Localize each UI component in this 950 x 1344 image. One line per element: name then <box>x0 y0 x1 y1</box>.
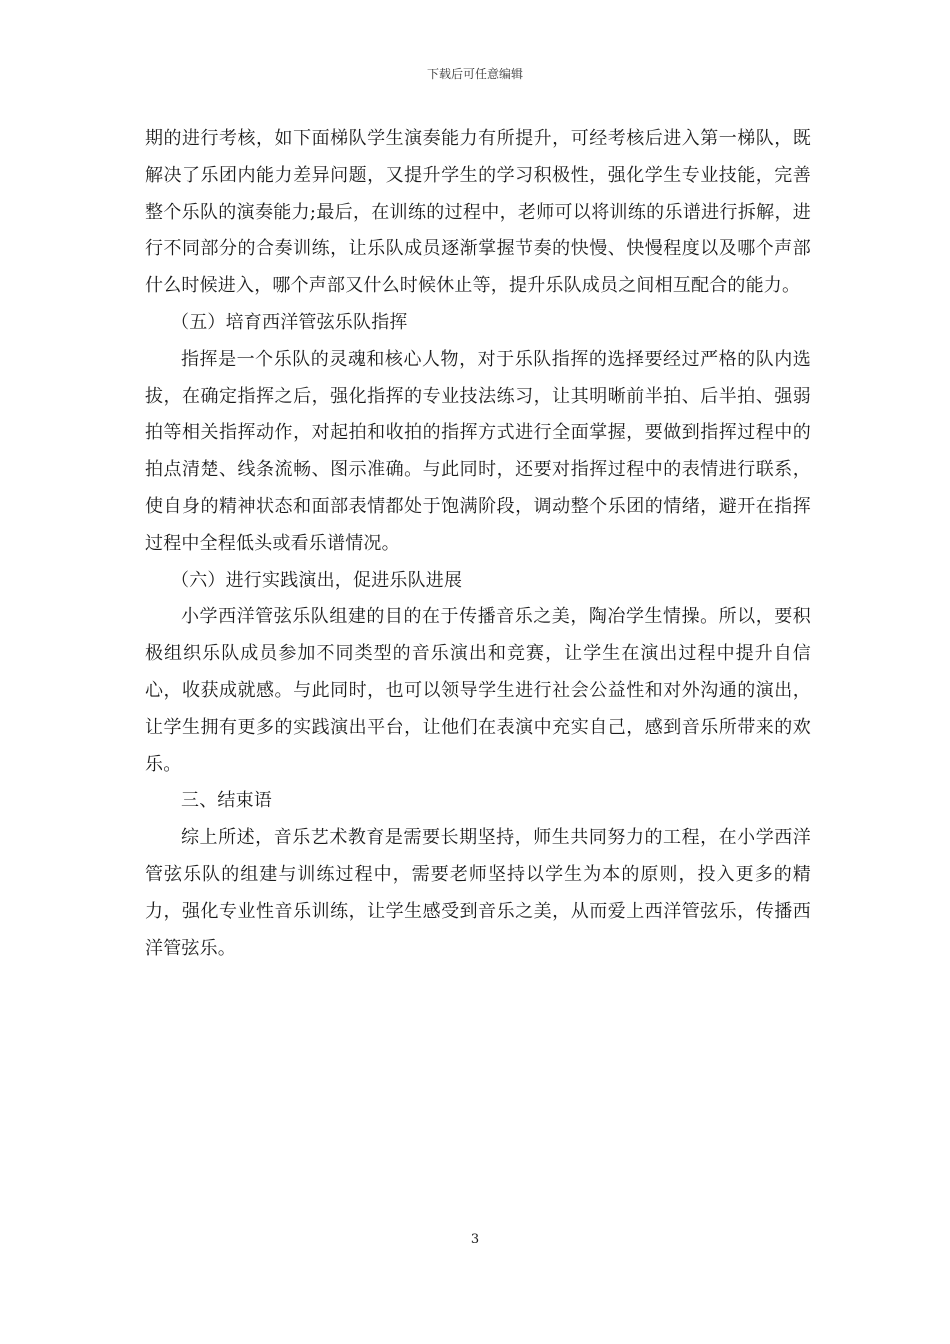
document-body <box>145 121 811 967</box>
section-heading-6: （六）进行实践演出，促进乐队进展 <box>171 569 463 591</box>
section-heading-conclusion: 三、结束语 <box>181 790 272 812</box>
page-header: 下载后可任意编辑 <box>426 67 523 81</box>
paragraph-continuation: 期的进行考核，如下面梯队学生演奏能力有所提升，可经考核后进入第一梯队，既解决了乐团内能力差异问题，又提升学生的学习积极性，强化学生专业技能，完善整个乐队的演奏能力;最后，在训练的过程中，老师可以将训练的乐谱进行拆解，进行不同部分的合奏训练，让乐队成员逐渐掌握节奏的快慢、快慢程度以及哪个声部什么时候进入，哪个声部又什么时候休止等，提升乐队成员之间相互配合的能力。 <box>145 128 811 297</box>
paragraph-conclusion: 综上所述，音乐艺术教育是需要长期坚持，师生共同努力的工程，在小学西洋管弦乐队的组建与训练过程中，需要老师坚持以学生为本的原则，投入更多的精力，强化专业性音乐训练，让学生感受到音乐之美，从而爱上西洋管弦乐，传播西洋管弦乐。 <box>145 827 811 959</box>
paragraph-conductor: 指挥是一个乐队的灵魂和核心人物，对于乐队指挥的选择要经过严格的队内选拔，在确定指挥之后，强化指挥的专业技法练习，让其明晰前半拍、后半拍、强弱拍等相关指挥动作，对起拍和收拍的指挥方式进行全面掌握，要做到指挥过程中的拍点清楚、线条流畅、图示准确。与此同时，还要对指挥过程中的表情进行联系，使自身的精神状态和面部表情都处于饱满阶段，调动整个乐团的情绪，避开在指挥过程中全程低头或看乐谱情况。 <box>145 348 811 554</box>
page-number: 3 <box>470 1232 480 1247</box>
paragraph-performance: 小学西洋管弦乐队组建的目的在于传播音乐之美，陶冶学生情操。所以，要积极组织乐队成员参加不同类型的音乐演出和竞赛，让学生在演出过程中提升自信心，收获成就感。与此同时，也可以领导学生进行社会公益性和对外沟通的演出，让学生拥有更多的实践演出平台，让他们在表演中充实自己，感到音乐所带来的欢乐。 <box>145 606 811 775</box>
section-heading-5: （五）培育西洋管弦乐队指挥 <box>171 311 408 333</box>
